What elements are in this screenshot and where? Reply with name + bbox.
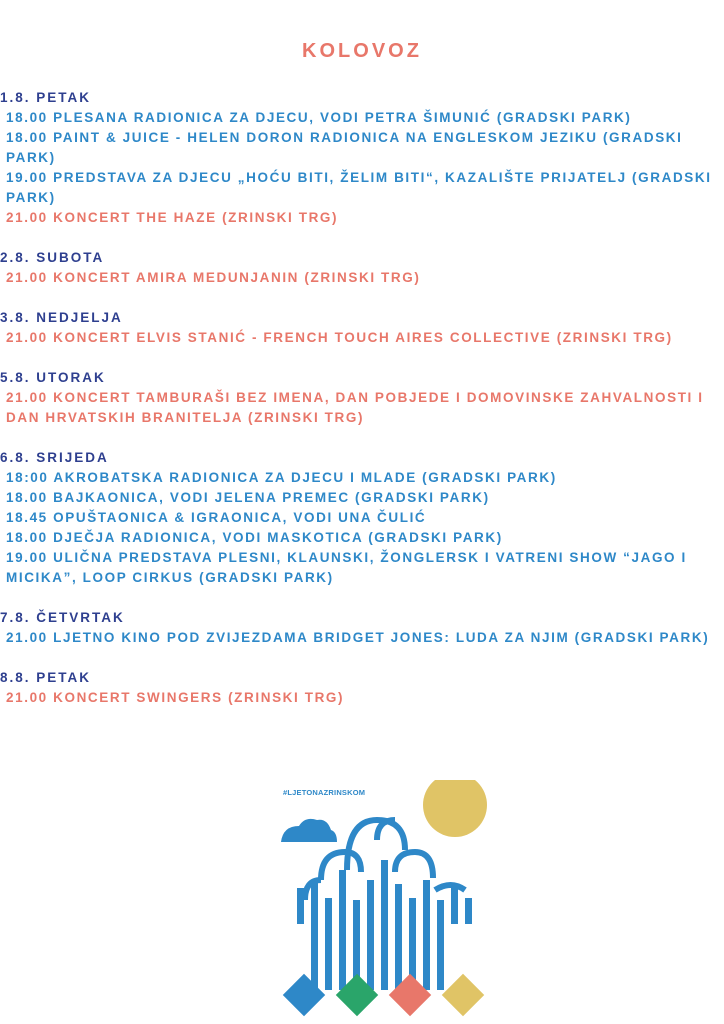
event-item: 18.00 PAINT & JUICE - HELEN DORON RADIONICA NA ENGLESKOM JEZIKU (GRADSKI PARK)	[6, 130, 683, 165]
day-header: 2.8. SUBOTA	[0, 250, 105, 265]
day-header: 5.8. UTORAK	[0, 370, 106, 385]
event-item: 18:00 AKROBATSKA RADIONICA ZA DJECU I MLADE (GRADSKI PARK)	[6, 470, 557, 485]
ljeto-na-zrinskom-logo	[275, 780, 495, 1024]
day-block	[0, 608, 724, 648]
day-block	[0, 308, 724, 348]
day-header: 3.8. NEDJELJA	[0, 310, 123, 325]
day-header: 7.8. ČETVRTAK	[0, 610, 125, 625]
day-header: 1.8. PETAK	[0, 90, 92, 105]
day-block	[0, 368, 724, 428]
event-item: 19.00 PREDSTAVA ZA DJECU „HOĆU BITI, ŽELIM BITI“, KAZALIŠTE PRIJATELJ (GRADSKI PARK)	[6, 170, 712, 205]
cloud-icon	[281, 819, 337, 842]
day-header: 8.8. PETAK	[0, 670, 92, 685]
event-item: 21.00 KONCERT THE HAZE (ZRINSKI TRG)	[6, 210, 339, 225]
yellow-diamond-icon	[442, 974, 484, 1016]
event-item: 21.00 LJETNO KINO POD ZVIJEZDAMA BRIDGET JONES: LUDA ZA NJIM (GRADSKI PARK)	[6, 630, 710, 645]
hashtag-label: #LJETONAZRINSKOM	[283, 788, 366, 797]
day-block	[0, 668, 724, 708]
event-item: 18.00 DJEČJA RADIONICA, VODI MASKOTICA (GRADSKI PARK)	[6, 530, 503, 545]
event-item: 18.00 PLESANA RADIONICA ZA DJECU, VODI PETRA ŠIMUNIĆ (GRADSKI PARK)	[6, 110, 632, 125]
month-title: KOLOVOZ	[302, 40, 422, 62]
logo-graphic	[275, 780, 495, 1024]
blue-diamond-icon	[283, 974, 325, 1016]
schedule-list	[0, 88, 724, 728]
event-item: 21.00 KONCERT ELVIS STANIĆ - FRENCH TOUCH AIRES COLLECTIVE (ZRINSKI TRG)	[6, 330, 673, 345]
day-header: 6.8. SRIJEDA	[0, 450, 109, 465]
event-item: 21.00 KONCERT SWINGERS (ZRINSKI TRG)	[6, 690, 345, 705]
event-item: 19.00 ULIČNA PREDSTAVA PLESNI, KLAUNSKI, ŽONGLERSK I VATRENI SHOW “JAGO I MICIKA”, LOOP CIRKUS (GRADSKI PARK)	[6, 550, 687, 585]
event-item: 21.00 KONCERT TAMBURAŠI BEZ IMENA, DAN POBJEDE I DOMOVINSKE ZAHVALNOSTI I DAN HRVATSKIH BRANITELJA (ZRINSKI TRG)	[6, 390, 704, 425]
day-block	[0, 448, 724, 588]
day-block	[0, 88, 724, 228]
event-item: 18.45 OPUŠTAONICA & IGRAONICA, VODI UNA ČULIĆ	[6, 510, 427, 525]
day-block	[0, 248, 724, 288]
sun-icon	[423, 780, 487, 837]
event-item: 18.00 BAJKAONICA, VODI JELENA PREMEC (GRADSKI PARK)	[6, 490, 490, 505]
event-item: 21.00 KONCERT AMIRA MEDUNJANIN (ZRINSKI TRG)	[6, 270, 421, 285]
